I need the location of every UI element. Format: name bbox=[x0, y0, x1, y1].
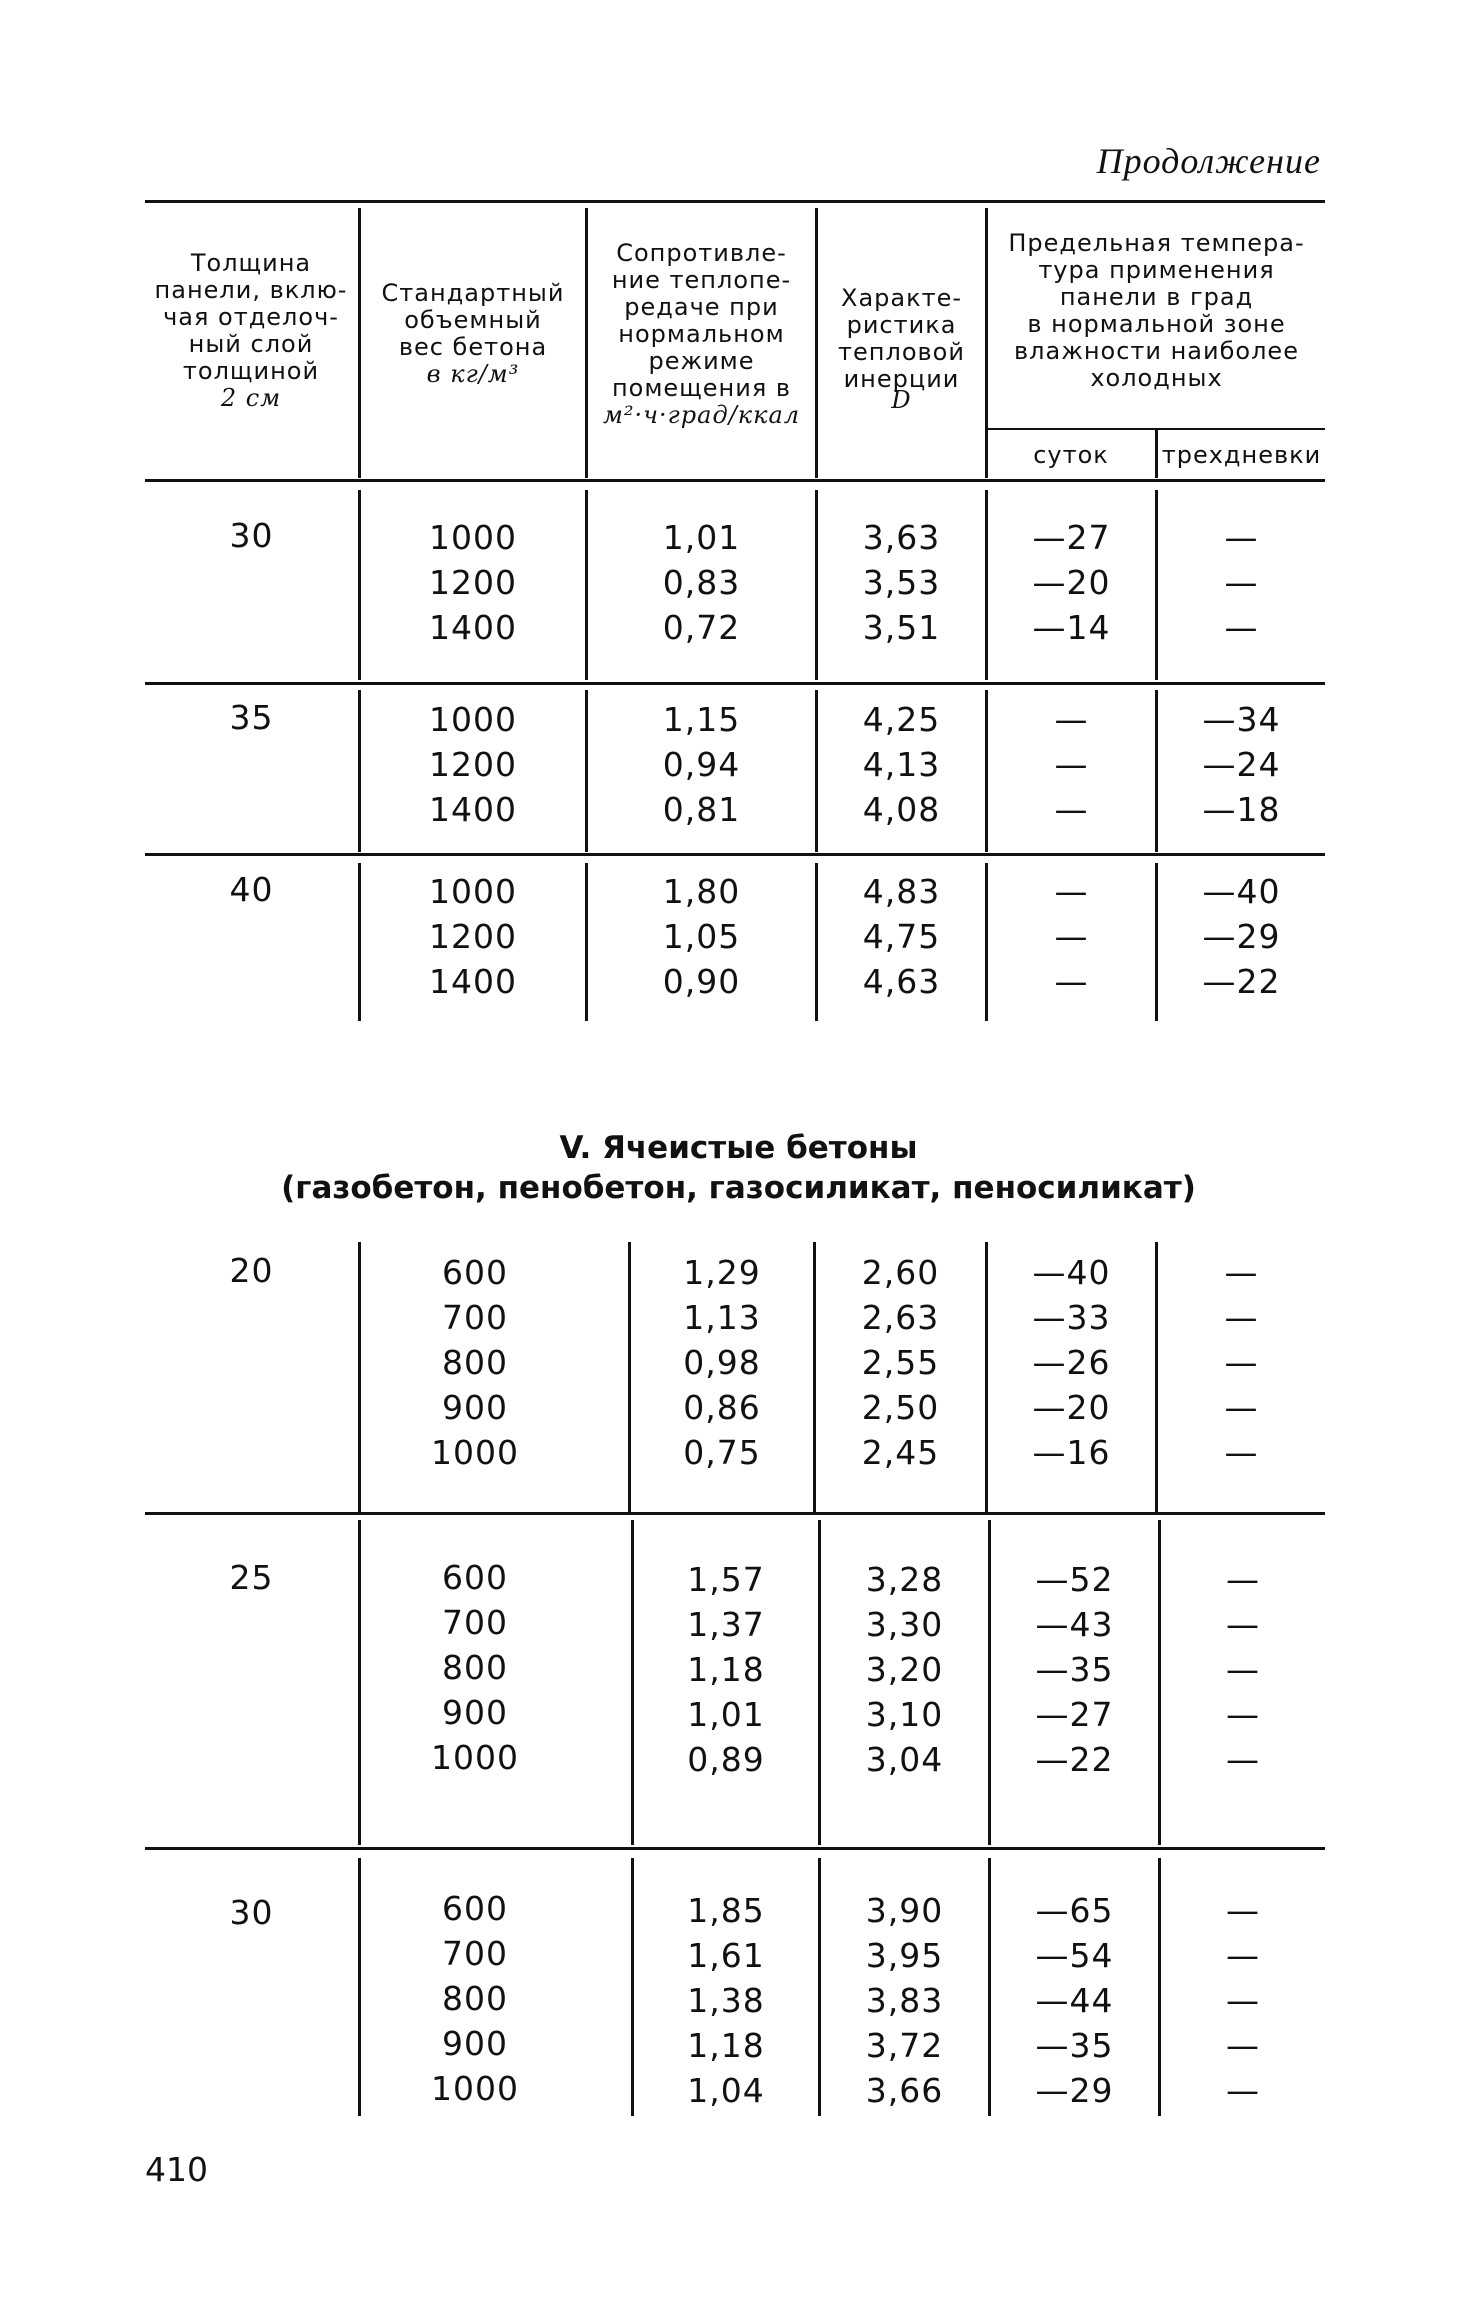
density-col: 1000 1200 1400 bbox=[429, 872, 517, 1001]
temp-three-col: — — — bbox=[1224, 518, 1259, 647]
table-group bbox=[145, 1240, 1325, 1515]
temp-days-col: —40 —33 —26 —20 —16 bbox=[1032, 1253, 1111, 1472]
table-group bbox=[145, 857, 1325, 1022]
inertia-col: 3,63 3,53 3,51 bbox=[862, 518, 941, 647]
page-number: 410 bbox=[145, 2150, 208, 2189]
thickness-cell: 40 bbox=[229, 870, 274, 909]
density-col: 1000 1200 1400 bbox=[429, 518, 517, 647]
temp-days-col: — — — bbox=[1054, 872, 1089, 1001]
temp-three-col: —34 —24 —18 bbox=[1202, 700, 1281, 829]
temp-three-col: — — — — — bbox=[1224, 1253, 1259, 1472]
temp-three-col: — — — — — bbox=[1226, 1891, 1260, 2110]
section-subtitle: (газобетон, пенобетон, газосиликат, пеносиликат) bbox=[281, 1170, 1196, 1206]
header-resistance: Сопротивле- ние теплопе- редаче при нормальном режиме помещения в м²·ч·град/ккал bbox=[602, 239, 801, 429]
resistance-col: 1,57 1,37 1,18 1,01 0,89 bbox=[687, 1560, 765, 1779]
thickness-cell: 20 bbox=[229, 1251, 274, 1290]
table-group bbox=[145, 485, 1325, 685]
header-top-rule bbox=[145, 200, 1325, 203]
header-days: суток bbox=[1033, 441, 1109, 469]
density-col: 600 700 800 900 1000 bbox=[431, 1889, 519, 2108]
thickness-cell: 35 bbox=[229, 698, 274, 737]
header-bottom-rule bbox=[145, 479, 1325, 482]
density-col: 1000 1200 1400 bbox=[429, 700, 517, 829]
temp-days-col: —27 —20 —14 bbox=[1032, 518, 1111, 647]
header-inertia: Характе- ристика тепловой инерции D bbox=[838, 284, 965, 414]
inertia-col: 3,90 3,95 3,83 3,72 3,66 bbox=[865, 1891, 944, 2110]
thickness-cell: 30 bbox=[229, 1893, 274, 1932]
inertia-col: 4,83 4,75 4,63 bbox=[862, 872, 941, 1001]
header-thickness: Толщина панели, вклю- чая отделоч- ный слой толщиной 2 см bbox=[154, 249, 348, 412]
density-col: 600 700 800 900 1000 bbox=[431, 1558, 519, 1777]
section-title: V. Ячеистые бетоны bbox=[559, 1130, 918, 1166]
header-limit-temperature: Предельная темпера- тура применения панели в град в нормальной зоне влажности наиболее холодных bbox=[1008, 229, 1305, 392]
temp-days-col: —52 —43 —35 —27 —22 bbox=[1035, 1560, 1114, 1779]
resistance-col: 1,01 0,83 0,72 bbox=[662, 518, 741, 647]
thickness-cell: 30 bbox=[229, 516, 274, 555]
table-group bbox=[145, 1515, 1325, 1850]
inertia-col: 2,60 2,63 2,55 2,50 2,45 bbox=[861, 1253, 940, 1472]
header-density: Стандартный объемный вес бетона в кг/м³ bbox=[381, 279, 565, 388]
thickness-cell: 25 bbox=[229, 1558, 274, 1597]
resistance-col: 1,15 0,94 0,81 bbox=[662, 700, 741, 829]
resistance-col: 1,80 1,05 0,90 bbox=[662, 872, 741, 1001]
resistance-col: 1,85 1,61 1,38 1,18 1,04 bbox=[687, 1891, 765, 2110]
resistance-col: 1,29 1,13 0,98 0,86 0,75 bbox=[683, 1253, 761, 1472]
temp-three-col: — — — — — bbox=[1226, 1560, 1260, 1779]
inertia-col: 4,25 4,13 4,08 bbox=[862, 700, 941, 829]
table-group bbox=[145, 685, 1325, 857]
inertia-col: 3,28 3,30 3,20 3,10 3,04 bbox=[865, 1560, 944, 1779]
header-three-days: трехдневки bbox=[1161, 441, 1322, 469]
table-group bbox=[145, 1850, 1325, 2120]
continuation-label: Продолжение bbox=[1096, 141, 1321, 181]
temp-days-col: —65 —54 —44 —35 —29 bbox=[1035, 1891, 1114, 2110]
temp-days-col: — — — bbox=[1054, 700, 1089, 829]
table-header bbox=[145, 200, 1325, 482]
density-col: 600 700 800 900 1000 bbox=[431, 1253, 519, 1472]
temp-three-col: —40 —29 —22 bbox=[1202, 872, 1281, 1001]
